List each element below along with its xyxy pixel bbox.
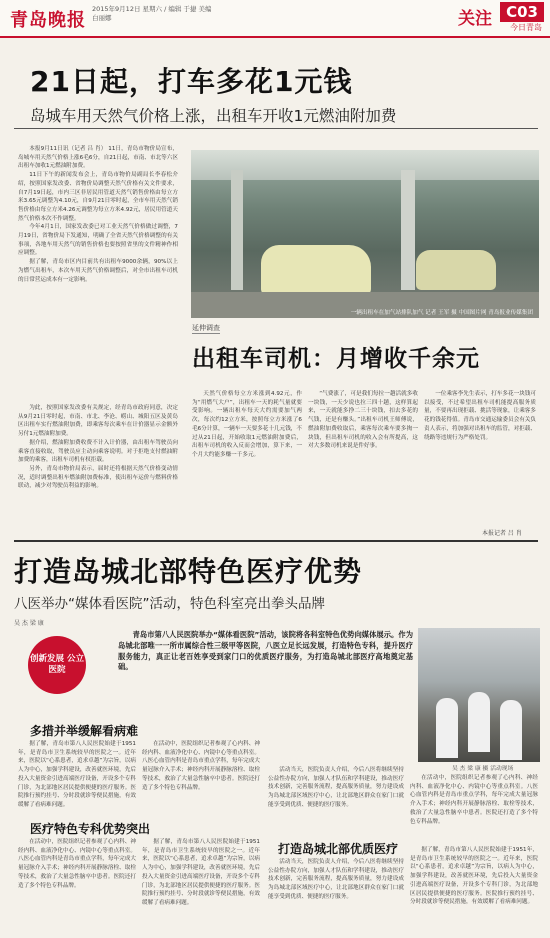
story3-body — [18, 838, 136, 934]
public-hospital-badge: 创新发展 公立医院 — [28, 636, 86, 694]
photo-pillar — [231, 170, 243, 290]
story3-paragraph: 活动当天，医院负责人介绍，今后八医将继续坚持公益性办院方向，加强人才队伍和学科建设，推动医疗技术创新，完善服务流程，提高服务质量，努力建设成为岛城北部区域医疗中心，让北部地区群众在家门口就能享受到优质、便捷的医疗服务。 — [268, 767, 404, 808]
story3-paragraph: 在活动中，医院组织记者参观了心内科、神经内科、血液净化中心、内镜中心等重点科室。八医心血管内科是青岛市重点学科，每年完成大量冠脉介入手术；神经内科开展静脉溶栓、取栓等技术，救治了大量急性脑卒中患者。医院还打造了多个特色专科品牌。 — [410, 775, 538, 825]
newspaper-logo: 青岛晚报 — [10, 10, 86, 31]
headline-story1: 21日起，打车多花1元钱 — [30, 65, 353, 98]
story3-body — [142, 838, 260, 934]
story1-column-a — [18, 145, 178, 403]
story3-body — [268, 858, 404, 934]
section-heading: 多措并举缓解看病难 — [30, 724, 139, 738]
story3-paragraph: 据了解，青岛市第八人民医院始建于1951年，是青岛市卫生系统较早的医院之一。近年来，医院以“心系患者，追求卓越”为宗旨，以病人为中心，加强学科建设，改善就医环境，先后投入大量资金引进高端医疗设备，开设多个专科门诊，为北部地区居民提供便捷的医疗服务。医院推行预约挂号、分时段就诊等便民措施，有效缓解了看病难问题。 — [18, 741, 136, 808]
story2-paragraph: “气费涨了，可是我们每拉一趟活就多收一块钱，一天少说也拉三四十趟，这样算起来，一天就能多挣二三十块钱，扣去多花的气钱，还是有赚头。”出租车司机王师傅说，燃油附加费收取后，乘客每次乘车要多掏一块钱，但出租车司机的收入会有所提高，这对大多数司机来说是件好事。 — [308, 391, 418, 450]
person-figure — [436, 698, 458, 758]
story3-paragraph: 在活动中，医院组织记者参观了心内科、神经内科、血液净化中心、内镜中心等重点科室。八医心血管内科是青岛市重点学科，每年完成大量冠脉介入手术；神经内科开展静脉溶栓、取栓等技术，救治了大量急性脑卒中患者。医院还打造了多个特色专科品牌。 — [18, 839, 136, 889]
story2-column-c — [424, 390, 536, 526]
section-heading: 打造岛城北部优质医疗 — [278, 842, 399, 856]
story1-paragraph: 据介绍，燃油附加费收费不计入计价器，由出租车驾驶员向乘客直接收取，驾驶员应主动向乘客说明。对于拒绝支付燃油附加费的乘客，出租车司机有权拒载。 — [18, 439, 178, 464]
story1-paragraph: 本报9月11日讯（记者 吕 肖） 11日，青岛市物价局宣布，岛城车用天然气价格上涨6毛6分，自21日起，市南、市北等六区出租车加收1元燃油附加费。 — [18, 146, 178, 170]
photo-pillar — [401, 170, 415, 290]
divider — [14, 128, 538, 129]
subheadline-story1: 岛城车用天然气价格上涨，出租车开收1元燃油附加费 — [30, 107, 397, 125]
section-title: 关注 — [458, 9, 492, 29]
story2-column-b — [308, 390, 418, 526]
photo-caption-story1: 一辆出租车在加气站排队加气 记者 王军 摄 中国图片网 青岛报业传媒集团 — [350, 310, 533, 316]
issue-info: 2015年9月12日 星期六 / 编辑 于捷 美编 白丽娜 — [92, 5, 212, 22]
story3-body — [268, 766, 404, 832]
taxi-gas-station-photo — [191, 150, 539, 318]
person-figure — [468, 692, 490, 752]
story1-column-b — [18, 404, 178, 530]
photo-canopy — [191, 150, 539, 180]
story3-paragraph: 在活动中，医院组织记者参观了心内科、神经内科、血液净化中心、内镜中心等重点科室。八医心血管内科是青岛市重点学科，每年完成大量冠脉介入手术；神经内科开展静脉溶栓、取栓等技术，救治了大量急性脑卒中患者。医院还打造了多个特色专科品牌。 — [142, 741, 260, 791]
story1-paragraph: 据了解，青岛市区内目前共有出租车9000余辆，90%以上为燃气出租车，本次车用天然气价格调整后，对全市出租车司机的日常营运成本有一定影响。 — [18, 259, 178, 283]
story3-paragraph: 活动当天，医院负责人介绍，今后八医将继续坚持公益性办院方向，加强人才队伍和学科建设，推动医疗技术创新，完善服务流程，提高服务质量，努力建设成为岛城北部区域医疗中心，让北部地区群众在家门口就能享受到优质、便捷的医疗服务。 — [268, 859, 404, 900]
page-number: C03 — [500, 2, 544, 22]
headline-story3: 打造岛城北部特色医疗优势 — [14, 555, 363, 588]
story1-paragraph: 另外，青岛市物价局表示，届时还将根据天然气价格变动情况，适时调整出租车燃油附加费标准，使出租车运价与燃料价格联动，减少对驾驶员利益的影响。 — [18, 465, 178, 490]
taxi-shape — [416, 250, 496, 290]
story2-column-a — [192, 390, 302, 526]
hospital-event-photo — [418, 628, 540, 762]
subheadline-story3: 八医举办“媒体看医院”活动，特色科室亮出拳头品牌 — [14, 596, 325, 612]
story2-paragraph: 一位乘客李先生表示，打车多花一块钱可以接受，不过希望出租车司机能提高服务质量，不要再出现拒载、挑活等现象，让乘客多花的钱花得值。青岛市交通运输委员会有关负责人表示，将加强对出租车的监管，对拒载、绕路等违规行为严格处罚。 — [424, 391, 536, 441]
section-subtitle: 今日青岛 — [510, 23, 542, 32]
headline-story2: 出租车司机：月增收千余元 — [192, 346, 480, 372]
person-figure — [500, 700, 522, 760]
story1-paragraph: 为此，按照国家发改委有关规定，经青岛市政府同意，决定从9月21日零时起，市南、市北、李沧、崂山、城阳五区及黄岛区出租车实行燃油附加费，即乘客每次乘车在计价器显示金额外另付1元燃油附加费。 — [18, 405, 178, 438]
section-divider — [14, 540, 538, 542]
story3-body — [410, 846, 538, 934]
story3-paragraph: 据了解，青岛市第八人民医院始建于1951年，是青岛市卫生系统较早的医院之一。近年来，医院以“心系患者，追求卓越”为宗旨，以病人为中心，加强学科建设，改善就医环境，先后投入大量资金引进高端医疗设备，开设多个专科门诊，为北部地区居民提供便捷的医疗服务。医院推行预约挂号、分时段就诊等便民措施，有效缓解了看病难问题。 — [142, 839, 260, 906]
page-header — [0, 0, 550, 38]
photo-caption-story3: 吴 杰 梁 康 摄 活动现场 — [452, 766, 514, 772]
story3-paragraph: 据了解，青岛市第八人民医院始建于1951年，是青岛市卫生系统较早的医院之一。近年来，医院以“心系患者，追求卓越”为宗旨，以病人为中心，加强学科建设，改善就医环境，先后投入大量资金引进高端医疗设备，开设多个专科门诊，为北部地区居民提供便捷的医疗服务。医院推行预约挂号、分时段就诊等便民措施，有效缓解了看病难问题。 — [410, 847, 538, 906]
taxi-shape — [261, 245, 371, 295]
story3-lead: 青岛市第八人民医院举办“媒体看医院”活动，该院将各科室特色优势向媒体展示。作为岛城北部唯一一所市属综合性三级甲等医院，八医立足长远发展，打造特色专科，提升医疗服务能力，真正让老百姓享受到家门口的优质医疗服务，为打造岛城北部医疗高地奠定基础。 — [118, 630, 413, 672]
story2-reporter: 本报记者 吕 肖 — [482, 530, 522, 537]
story2-kicker: 延伸调查 — [192, 324, 220, 332]
story1-paragraph: 今年4月1日，国家发改委已对工业天然气价格做过调整，7月19日，省物价局下发通知，明确了全省天然气价格调整的有关事项，各地车用天然气的销售价格也要按照省里的文件精神作相应调整。 — [18, 224, 178, 257]
story1-paragraph: 11日下午的新闻发布会上，青岛市物价局副局长李春松介绍，按照国家发改委、省物价局调整天然气价格有关文件要求，自7月19日起，市内三区非居民用管道天然气销售价格由每立方米3.65元调整为4.10元，自9月21日零时起，全市车用天然气销售价格由每立方米4.26元调整为每立方米4.92元，居民用管道天然气价格本次不作调整。 — [18, 172, 178, 222]
story3-body — [410, 774, 538, 840]
story3-body — [18, 740, 136, 818]
story2-paragraph: 天然气价格每立方米涨到4.92元，作为“用燃气大户”，出租车一天的耗气量就要受影响。一辆出租车每天大约需要加气两次，每次约12立方米，按照每立方米涨了6毛6分计算，一辆车一天要多花十几元钱，不过从21日起，开始收取1元燃油附加费后，出租车司机的收入反而会增加，算下来，一个月大约能多赚一千多元。 — [192, 391, 302, 458]
story3-body — [142, 740, 260, 818]
section-heading: 医疗特色专科优势突出 — [30, 822, 151, 836]
story3-byline: 吴 杰 梁 康 — [14, 620, 44, 627]
